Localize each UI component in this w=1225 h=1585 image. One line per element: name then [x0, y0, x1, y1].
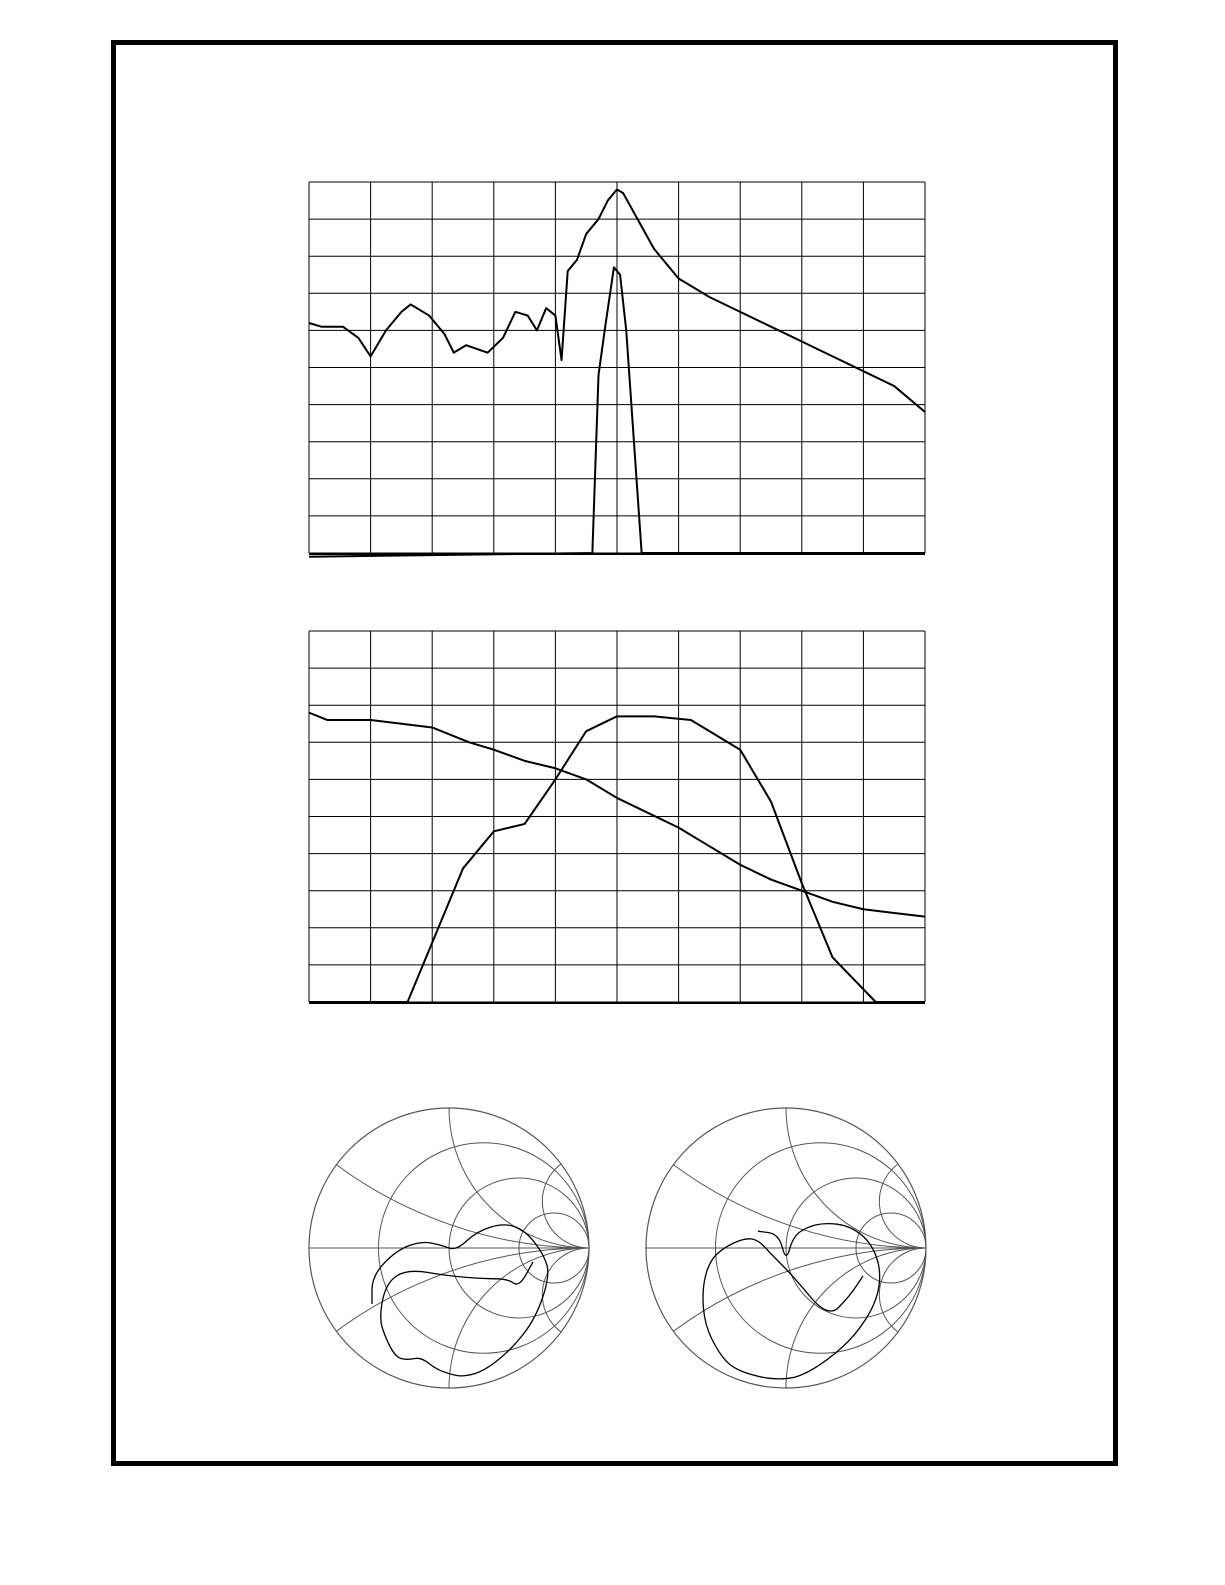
line-chart-1: [309, 182, 925, 557]
smith-chart-1: [165, 400, 1013, 1585]
reactance-arc: [449, 968, 729, 1248]
reactance-arc: [879, 1155, 972, 1248]
reactance-arc: [165, 1248, 1013, 1585]
reactance-arc: [542, 1155, 635, 1248]
line-chart-2: [309, 631, 925, 1003]
smith-grid: [165, 400, 1013, 1585]
reactance-arc: [449, 1248, 729, 1528]
reactance-arc: [786, 968, 1066, 1248]
reactance-arc: [879, 1248, 972, 1341]
reactance-arc: [786, 1248, 1066, 1528]
reactance-arc: [165, 400, 1013, 1248]
reactance-arc: [542, 1248, 635, 1341]
reactance-arc: [502, 1248, 1225, 1585]
